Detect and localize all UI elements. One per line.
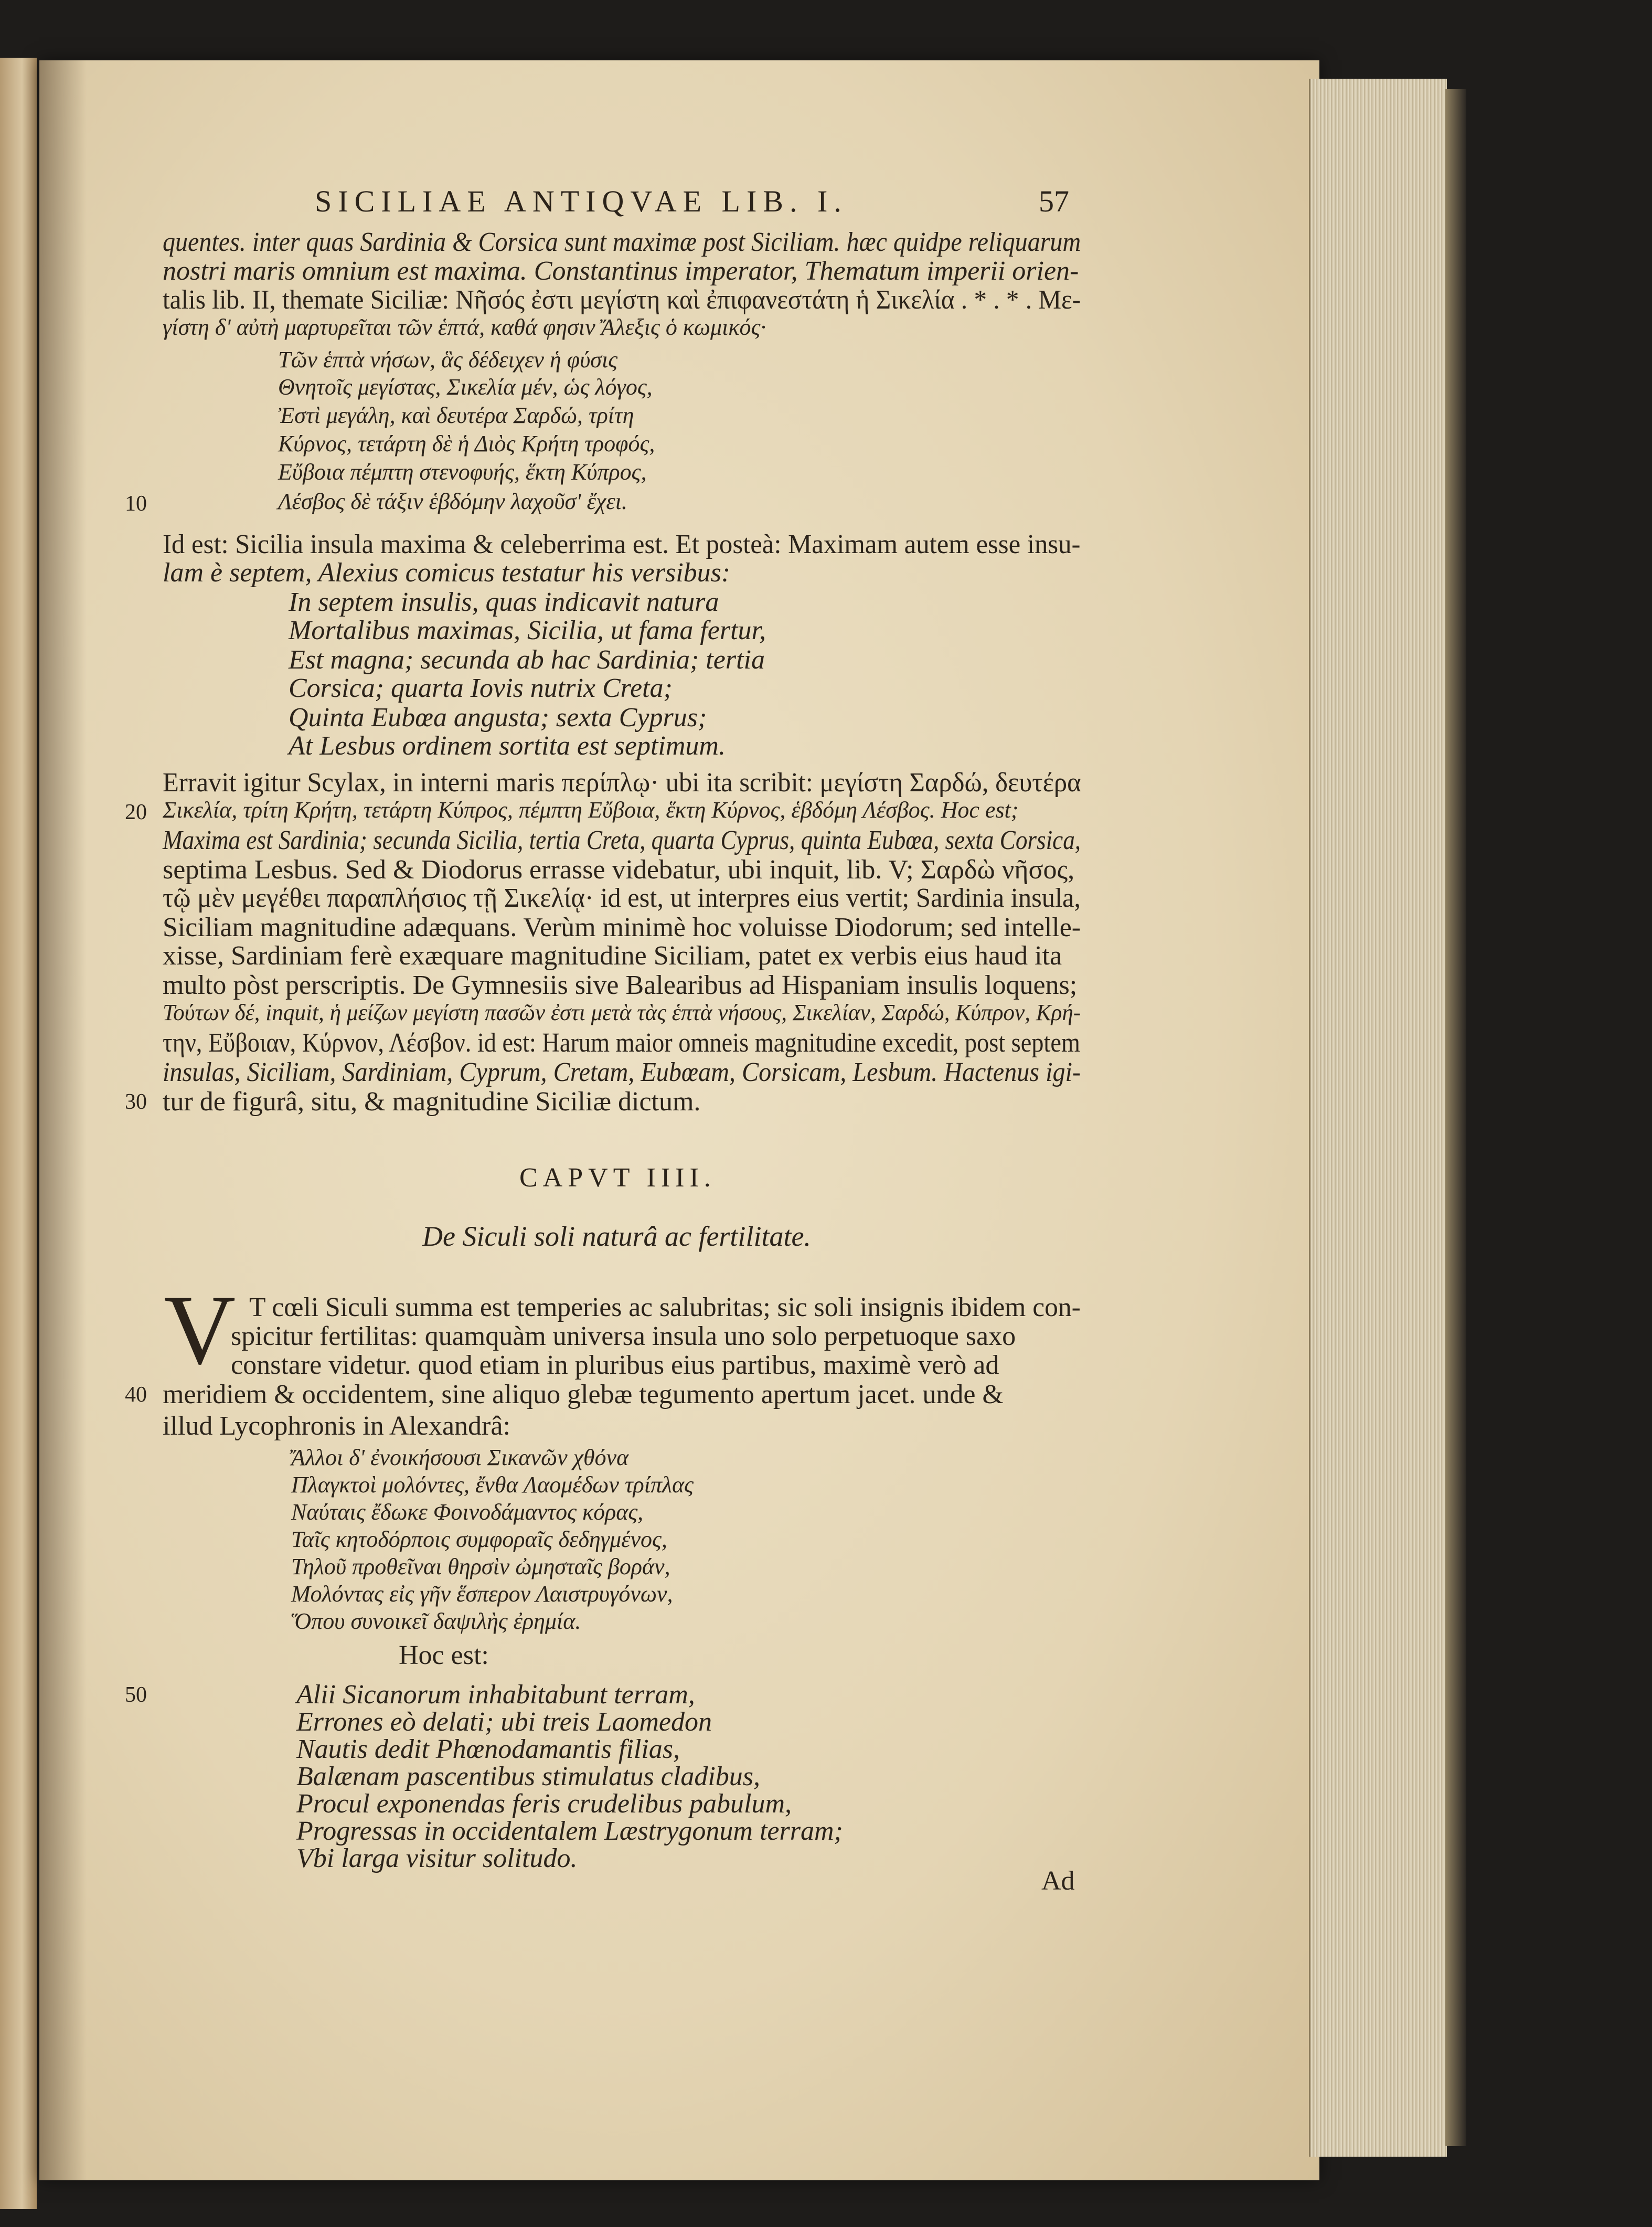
text-line: Ταῖς κητοδόρποις συμφοραῖς δεδηγμένος, xyxy=(291,1526,667,1552)
text-line: quentes. inter quas Sardinia & Corsica sunt maximæ post Siciliam. hæc quidpe reliquarum xyxy=(163,227,1081,257)
text-line: Id est: Sicilia insula maxima & celeberrima est. Et posteà: Maximam autem esse insu- xyxy=(163,529,1081,559)
text-line: Εὔβοια πέμπτη στενοφυής, ἕκτη Κύπρος, xyxy=(278,459,647,485)
text-line: Σικελία, τρίτη Κρήτη, τετάρτη Κύπρος, πέμπτη Εὔβοια, ἕκτη Κύρνος, ἑβδόμη Λέσβος. Hoc est; xyxy=(163,797,1019,823)
text-line: xisse, Sardiniam ferè exæquare magnitudine Siciliam, patet ex verbis eius haud ita xyxy=(163,941,1062,971)
text-line: Ὅπου συνοικεῖ δαψιλὴς ἐρημία. xyxy=(291,1608,581,1634)
drop-capital: V xyxy=(164,1275,236,1385)
text-line: Maxima est Sardinia; secunda Sicilia, tertia Creta, quarta Cyprus, quinta Eubœa, sexta Corsica, xyxy=(163,825,1081,855)
text-line: Vbi larga visitur solitudo. xyxy=(296,1843,578,1873)
line-number: 10 xyxy=(125,492,147,516)
text-line: τῷ μὲν μεγέθει παραπλήσιος τῇ Σικελίᾳ· id est, ut interpres eius vertit; Sardinia insula, xyxy=(163,883,1081,913)
text-line: lam è septem, Alexius comicus testatur his versibus: xyxy=(163,558,731,588)
page-block-shadow xyxy=(1445,89,1466,2146)
text-line: Θνητοῖς μεγίστας, Σικελία μέν, ὡς λόγος, xyxy=(278,374,653,400)
page-gutter-shadow xyxy=(39,60,87,2180)
text-line: Balænam pascentibus stimulatus cladibus, xyxy=(296,1762,760,1791)
chapter-title: De Siculi soli naturâ ac fertilitate. xyxy=(422,1221,811,1252)
text-line: Nautis dedit Phœnodamantis filias, xyxy=(296,1734,680,1764)
line-number: 30 xyxy=(125,1090,147,1114)
line-number: 20 xyxy=(125,800,147,824)
text-line: septima Lesbus. Sed & Diodorus errasse videbatur, ubi inquit, lib. V; Σαρδὼ νῆσος, xyxy=(163,855,1075,885)
text-line: illud Lycophronis in Alexandrâ: xyxy=(163,1411,510,1441)
text-line: Ναύταις ἔδωκε Φοινοδάμαντος κόρας, xyxy=(291,1499,644,1525)
text-line: Alii Sicanorum inhabitabunt terram, xyxy=(296,1680,695,1710)
text-line: Est magna; secunda ab hac Sardinia; tertia xyxy=(289,645,765,675)
text-line: Ἐστὶ μεγάλη, καὶ δευτέρα Σαρδώ, τρίτη xyxy=(278,402,634,428)
text-line: insulas, Siciliam, Sardiniam, Cyprum, Cretam, Eubœam, Corsicam, Lesbum. Hactenus igi- xyxy=(163,1057,1081,1087)
text-line: nostri maris omnium est maxima. Constantinus imperator, Thematum imperii orien- xyxy=(163,256,1079,286)
text-line: tur de figurâ, situ, & magnitudine Siciliæ dictum. xyxy=(163,1087,701,1117)
catchword: Ad xyxy=(1041,1866,1075,1896)
text-line: την, Εὔβοιαν, Κύρνον, Λέσβον. id est: Harum maior omneis magnitudine excedit, post septem xyxy=(163,1028,1080,1058)
text-line: Procul exponendas feris crudelibus pabulum, xyxy=(296,1789,792,1819)
text-line: Κύρνος, τετάρτη δὲ ἡ Διὸς Κρήτη τροφός, xyxy=(278,431,655,457)
line-number: 50 xyxy=(125,1683,147,1707)
text-line: meridiem & occidentem, sine aliquo glebæ tegumento apertum jacet. unde & xyxy=(163,1380,1004,1409)
text-line: spicitur fertilitas: quamquàm universa insula uno solo perpetuoque saxo xyxy=(231,1321,1016,1351)
text-line: Erravit igitur Scylax, in interni maris περίπλῳ· ubi ita scribit: μεγίστη Σαρδώ, δευτέρα xyxy=(163,768,1081,798)
text-line: constare videtur. quod etiam in pluribus eius partibus, maximè verò ad xyxy=(231,1350,999,1380)
text-line: Errones eò delati; ubi treis Laomedon xyxy=(296,1707,712,1737)
text-line: Corsica; quarta Iovis nutrix Creta; xyxy=(289,673,673,703)
text-line: Μολόντας εἰς γῆν ἕσπερον Λαιστρυγόνων, xyxy=(291,1581,673,1607)
text-line: Τούτων δέ, inquit, ἡ μείζων μεγίστη πασῶν ἐστι μετὰ τὰς ἑπτὰ νήσους, Σικελίαν, Σαρδώ, Κύπρον, Κρή- xyxy=(163,1000,1081,1025)
text-line: Τηλοῦ προθεῖναι θηρσὶν ὠμησταῖς βοράν, xyxy=(291,1554,670,1579)
text-line: γίστη δ' αὐτὴ μαρτυρεῖται τῶν ἑπτά, καθά φησιν Ἄλεξις ὁ κωμικός· xyxy=(163,314,766,340)
text-line: Πλαγκτοὶ μολόντες, ἔνθα Λαομέδων τρίπλας xyxy=(291,1472,694,1498)
text-line: At Lesbus ordinem sortita est septimum. xyxy=(289,731,726,761)
chapter-heading: CAPVT IIII. xyxy=(519,1163,716,1193)
text-line: Quinta Eubœa angusta; sexta Cyprus; xyxy=(289,703,707,733)
text-line: talis lib. II, themate Siciliæ: Νῆσός ἐστι μεγίστη καὶ ἐπιφανεστάτη ἡ Σικελία . * . * . Με- xyxy=(163,285,1081,315)
page-block-edge xyxy=(1309,79,1447,2157)
text-line: Hoc est: xyxy=(399,1640,489,1670)
text-line: Siciliam magnitudine adæquans. Verùm minimè hoc voluisse Diodorum; sed intelle- xyxy=(163,913,1081,942)
text-line: Ἄλλοι δ' ἐνοικήσουσι Σικανῶν χθόνα xyxy=(291,1445,629,1470)
text-line: Λέσβος δὲ τάξιν ἑβδόμην λαχοῦσ' ἔχει. xyxy=(278,489,627,514)
text-line: In septem insulis, quas indicavit natura xyxy=(289,587,719,617)
text-line: Τῶν ἑπτὰ νήσων, ἃς δέδειχεν ἡ φύσις xyxy=(278,347,618,373)
text-line: T cœli Siculi summa est temperies ac salubritas; sic soli insignis ibidem con- xyxy=(249,1292,1081,1322)
right-page xyxy=(39,60,1319,2180)
running-title: SICILIAE ANTIQVAE LIB. I. xyxy=(315,184,848,218)
text-line: multo pòst perscriptis. De Gymnesiis sive Balearibus ad Hispaniam insulis loquens; xyxy=(163,970,1078,1000)
line-number: 40 xyxy=(125,1383,147,1407)
text-line: Progressas in occidentalem Læstrygonum terram; xyxy=(296,1816,843,1846)
left-page-edge xyxy=(0,58,37,2209)
page-number: 57 xyxy=(1039,184,1069,218)
text-line: Mortalibus maximas, Sicilia, ut fama fertur, xyxy=(289,616,766,645)
